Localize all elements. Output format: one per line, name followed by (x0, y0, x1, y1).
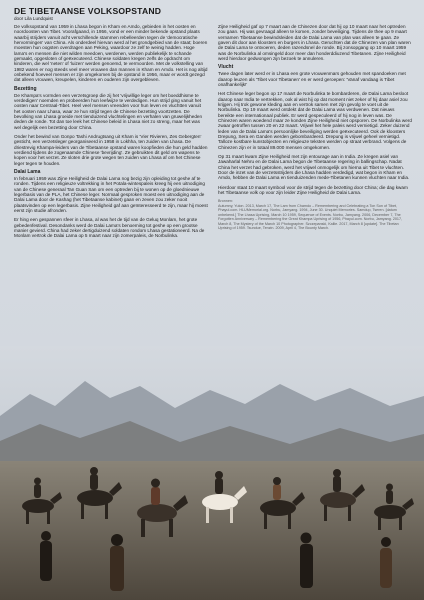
sources-list: Autumny, Yulon. 2013, March 17, The Lam from Chamdo – Remembering and Celebrating a Ton Son of Tibet, Phayul.com. HLUMemorial.org. Norbu, Jamyang. 1994, June 30. Unquiet Memories. Samdup, Tseren. [datum onbekend.] The Lhasa Uprising, March 10 1959, Sequence of Events. Norbu, Jamyang. 2006, December 7, The Forgotten Anniversary – Remembering the Great Khampa Uprising of 1956, Phayul.com. Norbu, Jamyang. 2017, March 8, The Mystery of the March 10 Photographer. Szczepanski, Kallie. 2017, March 8 [update]. The Tibetan Uprising of 1959. Tsundue, Tenzin. 2009, April 4, The Bounty March. (218, 203, 403, 231)
article-title: DE TIBETAANSE VOLKSOPSTAND (14, 6, 162, 16)
paragraph: Op 31 maart kwam Zijne Heiligheid met zijn entourage aan in India. Ze kregen asiel van Jawaharlal Nehru en de Dalai Lama begon de Tibetaanse regering in ballingschap. Nadat China het verzet had gebroken, werd het vrijwel onmogelijk om hierna uit Tibet te vluchten. Door de inzet van de verzetsstrijders die Lhasa hadden verdedigd, wat begon in Kham en Amdo, hebben de Dalai Lama en tienduizenden mede-Tibetanen kunnen vluchten naar India. (218, 154, 410, 181)
sources (218, 199, 412, 231)
paragraph: In februari 1959 was Zijne Heiligheid de Dalai Lama nog bezig zijn opleiding tot geshe af te ronden. Tijdens een religieuze voltrekking in het Potala-wintespaleis kreeg hij een uitnodiging van de Chinese generaal Tan Guan San om een optreden bij te wonen op de gloednieuwe legerbasis van de PLA, het Chinese leger. Normaal gesproken moest een uitnodiging aan de Dalai Lama door de Kashag (het Tibetaanse kabinet) gaan en zeven zou zeker nooit plaatsvinden op een legerbasis. Zijne Heiligheid gaf aan geïnteresseerd te zijn, maar hij moest eerst zijn studie afronden. (14, 175, 208, 213)
paragraph: De Khampa's vormden een verzetsgroep die zij het 'vrijwillige leger om het boeddhisme te verdedigen' noemden en probeerden hun leefwijze te verdedigen. Hun strijd ging vanuit het oosten naar Centraal-Tibet. Heel veel mensen vreesden voor hun leven en vluchtten vanuit het oosten naar Lhasa, waar ze hun strijd tegen de Chinese bezetting voortzetten. De bevolking van Lhasa groeide met tienduizend vluchtelingen en verhalen van gruwelijkheden deden de ronde. Tot dan toe leek het Chinese beleid in Lhasa niet zo streng, maar het was wel degelijk een bezetting door China. (14, 92, 203, 130)
paragraph: Zijne Heiligheid gaf op 7 maart aan de Chinezen door dat hij op 10 maart naar het optreden zou gaan. Hij was gevraagd alleen te komen, zonder beveiliging. Tijdens de thee op 9 maart vernamen Tibetaanse bewindsleiden dat de Dalai Lama van plan was alleen te gaan. Ze gaven dit door aan kloosters en burgers in Lhasa. Geruchten dat de Chinezen van plan waren de Dalai Lama te ontvoeren, deden razendsnel de ronde. Bij zonsopgang op 10 maart 1959 was de Norbulinka al omsingeld door meer dan honderddiuzend Tibetanen. Zijne Heiligheid werd hierdoor gedwongen zijn bezoek te annuleren. (218, 24, 411, 62)
sources-label: Bronnen: (218, 199, 233, 204)
article-columns (14, 24, 412, 243)
photo-illustration (0, 346, 424, 600)
paragraph: Er hing een gespannen sfeer in Lhasa, al was het de tijd van de Geluq Monlam, het grote gebedenfestival. Desondanks werd de Dalai Lama's benoeming tot geshe op een grootse manier gevierd. China had zeker dertigduizend soldaten rondom Lhasa gestationeerd. Na de Monlam vertrok de Dalai Lama op 5 maart naar zijn zomerpaleis, de Norbulinka. (14, 217, 205, 239)
paragraph: De volksopstand van 1959 in Lhasa begon in Kham en Amdo, gebieden in het oosten en noordoosten van Tibet. Voorafgaand, in 1956, vond er een minder bekende opstand plaats waarbij strijders vanuit acht verschillende stammen rebelleerden tegen de 'democratische hervormingen' van China. Als onderdeel hiervan werd al het grondgebied van de staat; boeren moesten hun oogsten overdragen aan Peking, waardoor ze zelf te weinig hadden. Hoge lama's en mensen die niet wilden meedoen, werdenen, werden publiekelijk te schande gemaakt, opgesloten of geëxecuteerd. Chinese soldaten kregen zelfs de opdracht om kinderen, die wel 'neten' of 'luizen' werden genoemd, te vermoorden. Met de volkstelling van 1982 waren er nog steeds veel meer vrouwen dan mannen in Kham en Amdo. Het is nog altijd onbekend hoeveel mensen er zijn omgekomen bij de opstand in 1956, maar er wordt gezegd dat alleen vrouwen, kreupelen, kinderen en ouderen zijn overgebleven. (14, 24, 208, 83)
section-heading: Bezetting (14, 85, 37, 92)
tibetan-horsemen-photo (0, 346, 424, 600)
right-column (218, 24, 412, 243)
paragraph: Twee dagen later werd er in Lhasa een grote vrouwenmars gehouden met spandoeken met daarop leuzen als 'Tibet voor Tibetanen' en er werd geroepen: 'Vanaf vandaag is Tibet onafhankelijk!' (218, 71, 406, 87)
article (14, 6, 412, 344)
left-column (14, 24, 208, 243)
section-heading: Dalai Lama (14, 169, 41, 176)
paragraph: Hierdoor staat 10 maart symbool voor de strijd tegen de bezetting door China; die dag kwam het Tibetaanse volk op voor zijn leider Zijne Heiligheid de Dalai Lama. (218, 184, 408, 196)
paragraph: Het Chinese leger begon op 17 maart de Norbulinka te bombarderen, de Dalai Lama besloot daarop naar India te vertrekken, ook al wist hij op dat moment niet zeker of hij daar asiel zou krijgen. Hij trok gewone kleding aan en vertrok samen met zijn gevolg te voet uit de Norbulinka. Op 19 maart werd ontdekt dat de Dalai Lama was verdwenen. Dat nieuws bereikte een internationaal publiek. Er werd gespeculeerd of hij nog in leven was. De Chinezen waren woedend maar ze konden Zijne Heiligheid niet opsporen. De Norbulinka werd zwaar getroffen tussen 20 en 22 maart. Vrijwel het hele paleis werd vernietigd. Zeker duizend leden van de Dalai Lama's persoonlijke beveiliging werden geëxecuteerd. Ook de kloosters Drepung, Sera en Ganden werden gebombardeerd. Drepung is vrijwel geheel vernietigd. Talloze kostbare kunstobjecten en religieuze teksten werden op straat verbrand. Volgens de Chinezen zijn er in totaal 89.000 mensen omgekomen. (218, 91, 412, 150)
article-byline: door Lila Lundquist (14, 16, 53, 21)
section-heading: Vlucht (218, 64, 234, 71)
paragraph: Onder het bewind van Gonpo Tashi Andrugtsang uit Kham is 'Vier Rivieren, Zes Gebergten' gesticht, een verzetsleger georganiseerd in 1958 in Lokhha, ten zuiden van Lhasa. De driestrevig Khampa-leiders van de Tibetaanse opstand waren koopfieden die hun geld hadden verdiend tijdens de zogenaamde Chinese 'bevrijding'. Ze gebruikten dit geld om wapens te kopen voor het verzet. Ze sloten drie grote wegen ten zuiden van Lhasa af om het Chinese leger tegen te houden. (14, 134, 208, 166)
